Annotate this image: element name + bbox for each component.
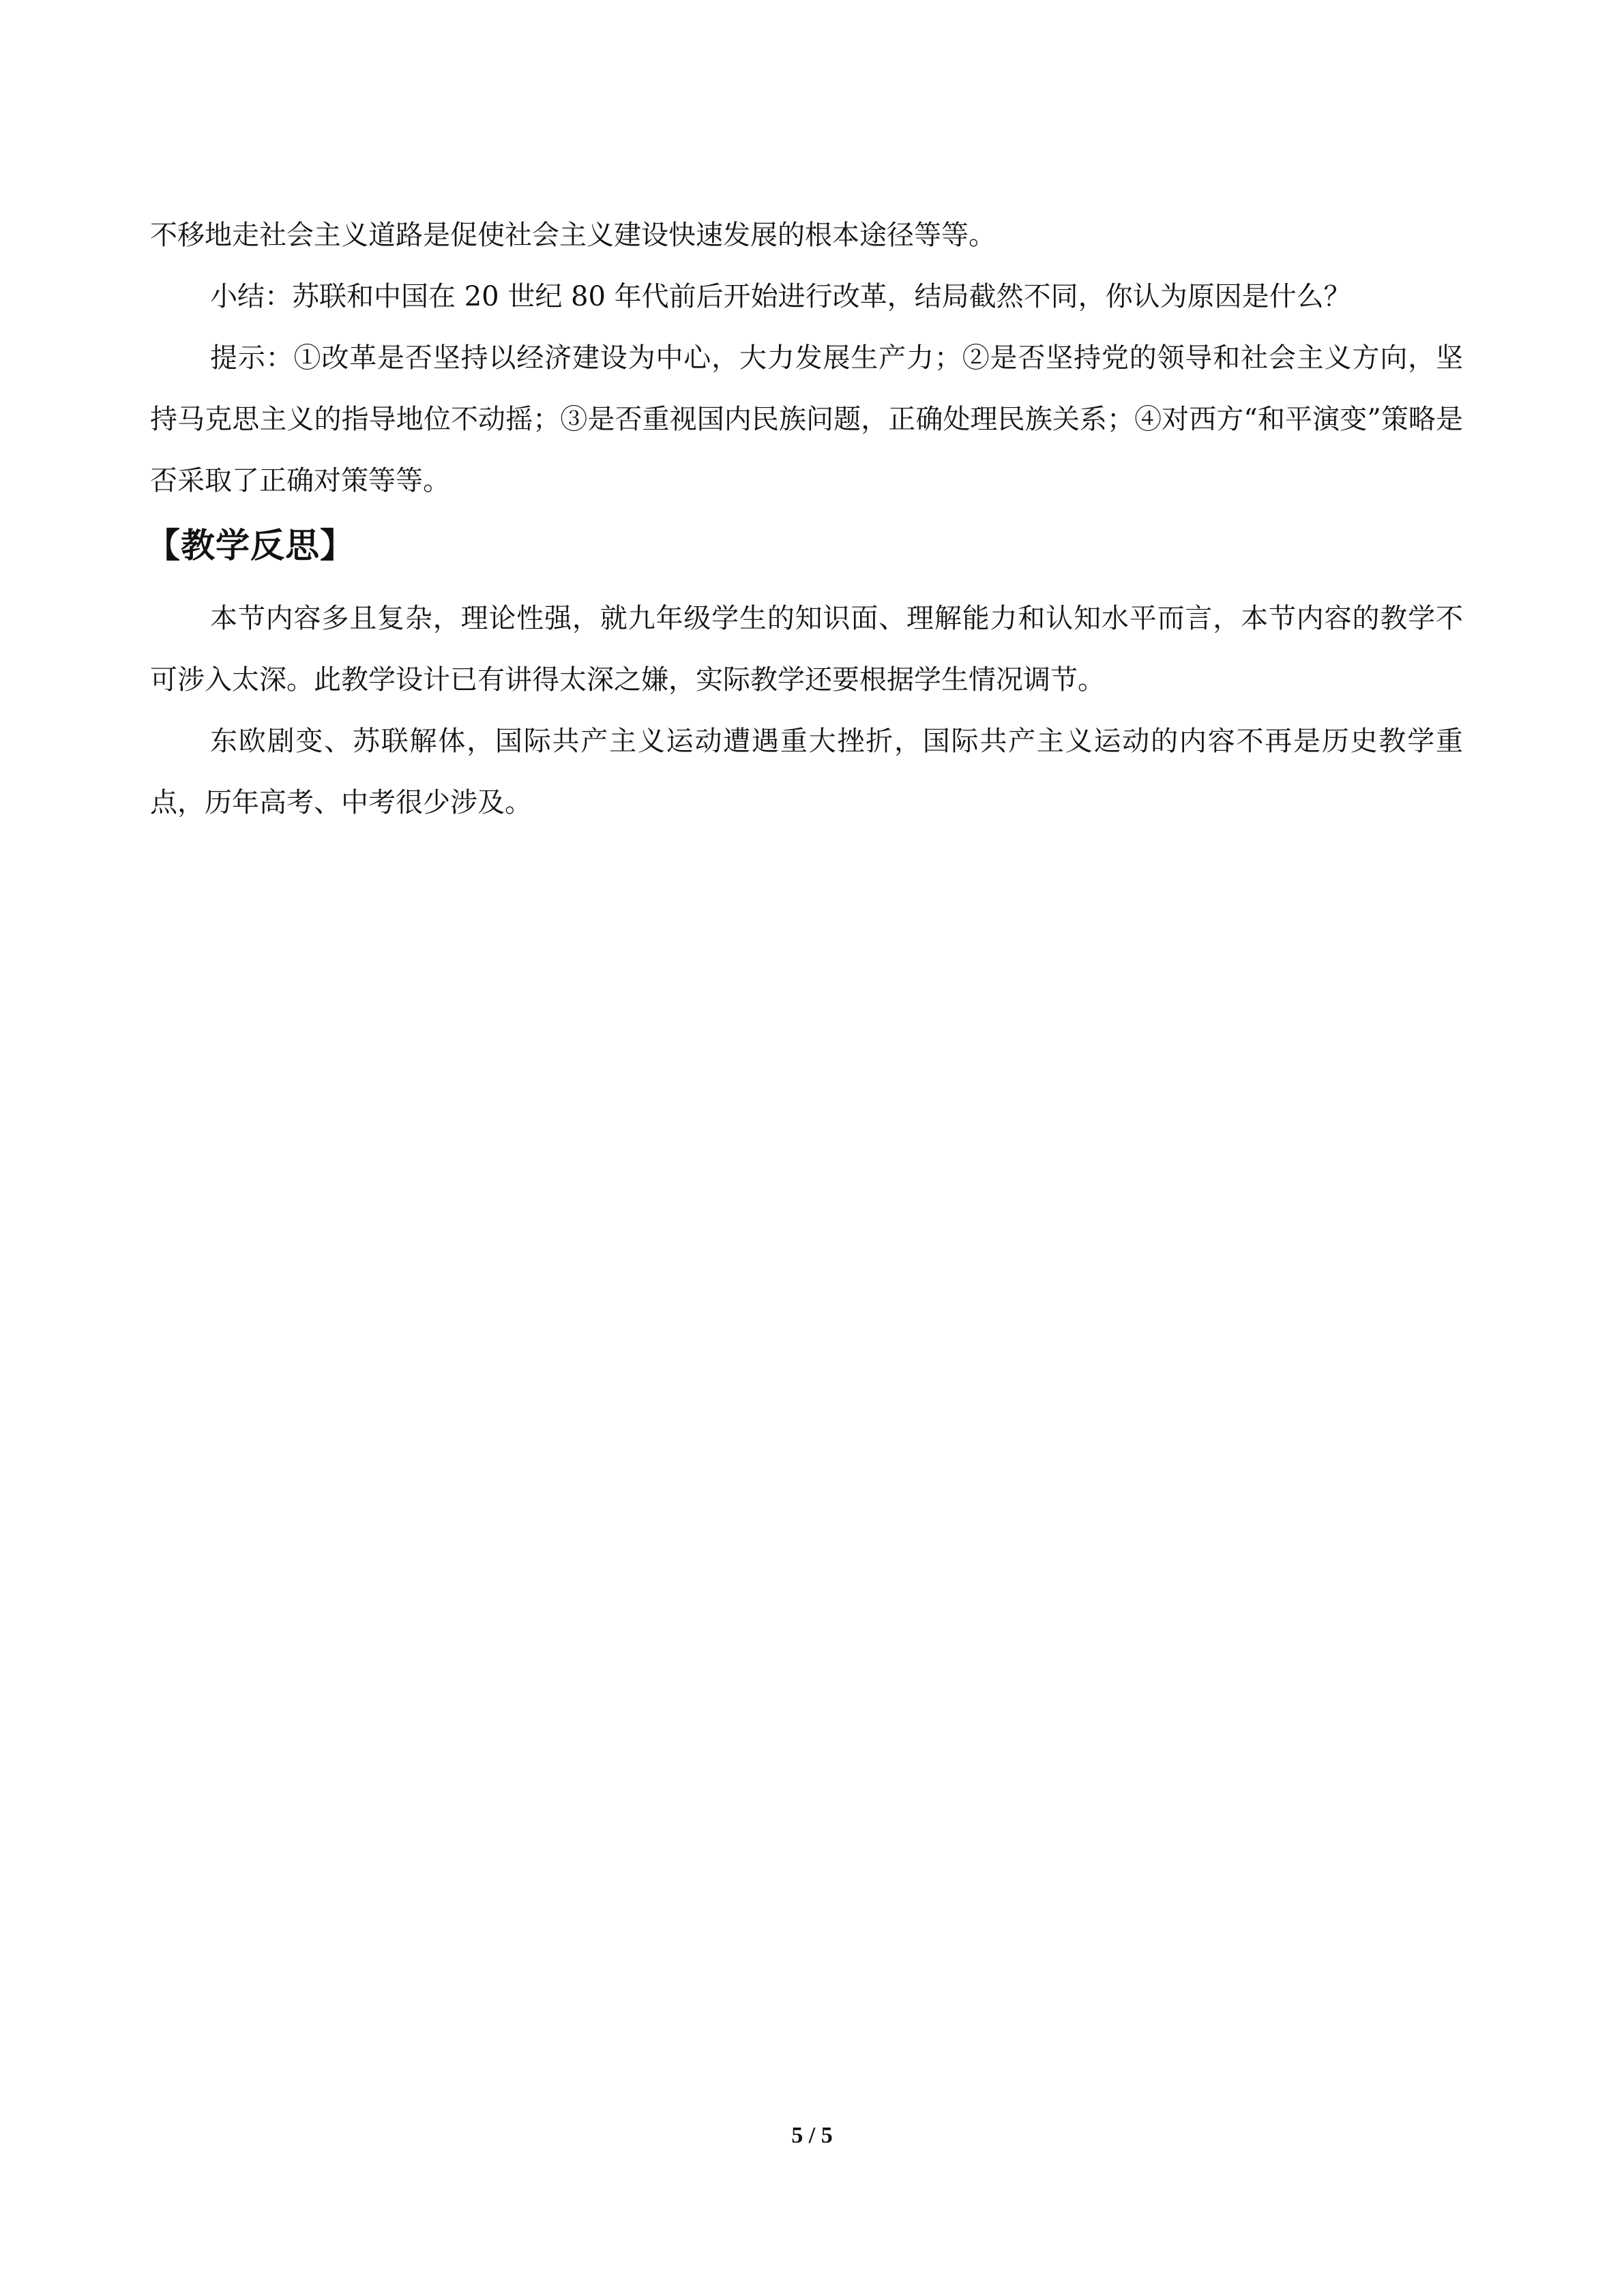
page-content: [146, 205, 1463, 833]
paragraph-reflection-2: 东欧剧变、苏联解体，国际共产主义运动遭遇重大挫折，国际共产主义运动的内容不再是历史教学重点，历年高考、中考很少涉及。: [150, 726, 1463, 818]
paragraph-hint: 提示：①改革是否坚持以经济建设为中心，大力发展生产力；②是否坚持党的领导和社会主义方向，坚持马克思主义的指导地位不动摇；③是否重视国内民族问题，正确处理民族关系；④对西方“和平演变”策略是否采取了正确对策等等。: [150, 342, 1463, 496]
paragraph-summary: 小结：苏联和中国在 20 世纪 80 年代前后开始进行改革，结局截然不同，你认为原因是什么？: [210, 281, 1351, 312]
section-heading-teaching-reflection: 【教学反思】: [146, 526, 355, 565]
paragraph-reflection-1: 本节内容多且复杂，理论性强，就九年级学生的知识面、理解能力和认知水平而言，本节内容的教学不可涉入太深。此教学设计已有讲得太深之嫌，实际教学还要根据学生情况调节。: [150, 603, 1463, 696]
page-number: 5 / 5: [791, 2123, 833, 2148]
paragraph-continuation: 不移地走社会主义道路是促使社会主义建设快速发展的根本途径等等。: [150, 220, 996, 251]
